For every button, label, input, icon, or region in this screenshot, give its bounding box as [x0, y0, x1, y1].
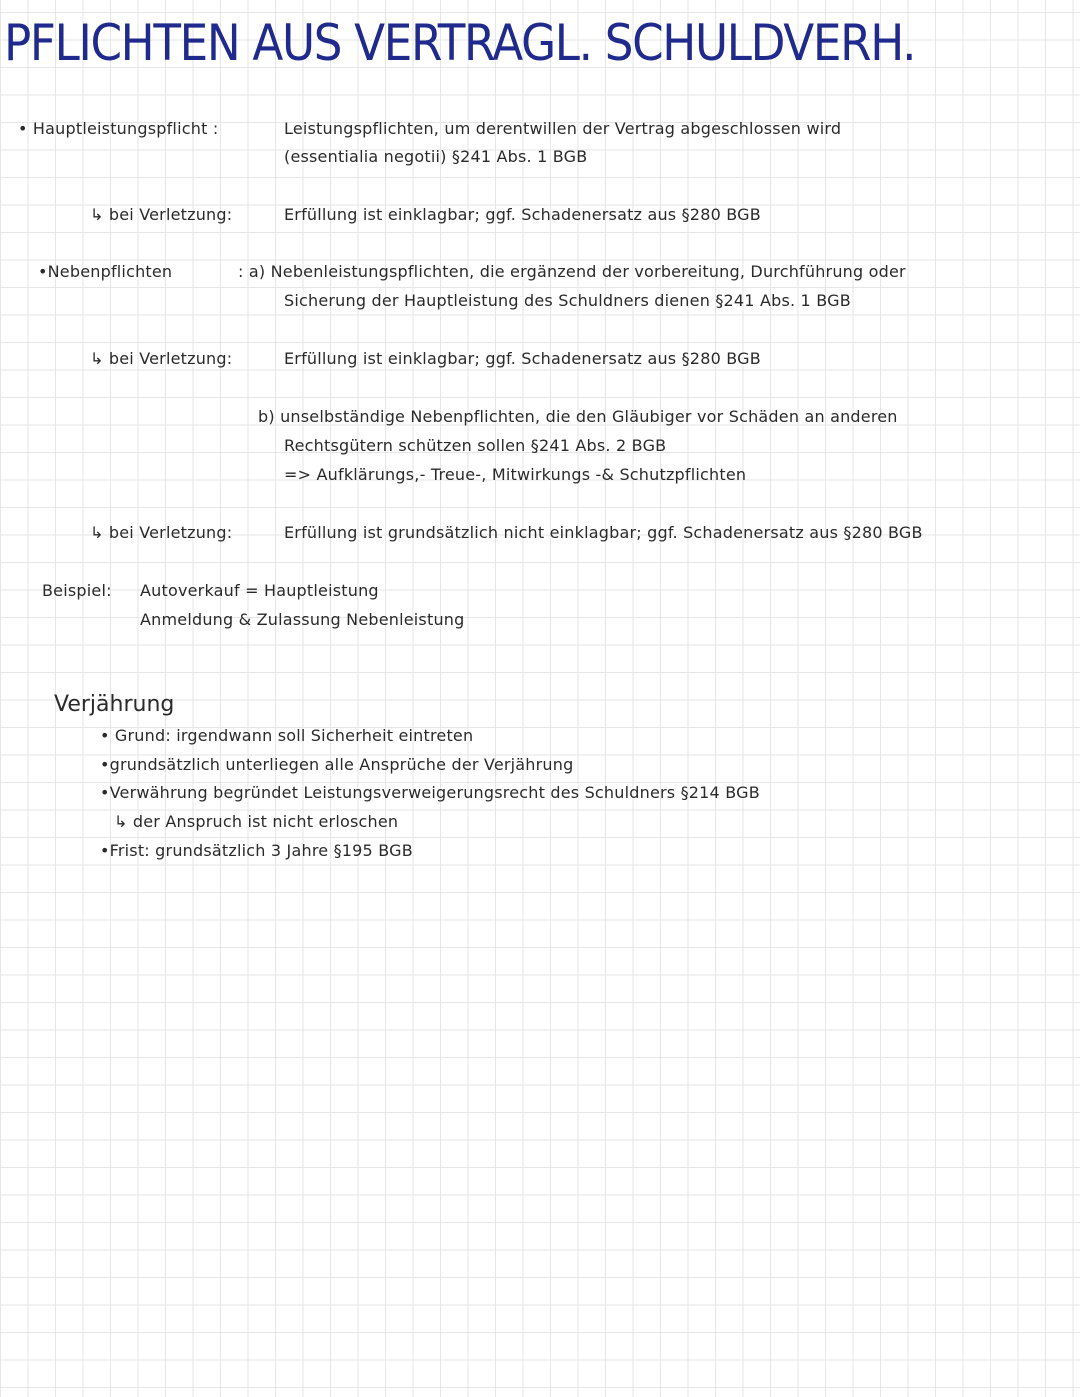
- nebenleistungspflichten-line2: Sicherung der Hauptleistung des Schuldners dienen §241 Abs. 1 BGB: [284, 291, 851, 310]
- hauptleistung-definition-line2: (essentialia negotii) §241 Abs. 1 BGB: [284, 147, 588, 166]
- verjaehrung-item: •grundsätzlich unterliegen alle Ansprüche der Verjährung: [100, 755, 574, 774]
- hauptleistung-label: • Hauptleistungspflicht :: [18, 119, 219, 138]
- verjaehrung-item: ↳ der Anspruch ist nicht erloschen: [114, 812, 399, 831]
- beispiel-line2: Anmeldung & Zulassung Nebenleistung: [140, 610, 465, 629]
- verjaehrung-item: •Frist: grundsätzlich 3 Jahre §195 BGB: [100, 841, 413, 860]
- nebenpflichten-label: •Nebenpflichten: [38, 262, 173, 281]
- unselbstaendige-nebenpflichten-line2: Rechtsgütern schützen sollen §241 Abs. 2 BGB: [284, 436, 667, 455]
- hauptleistung-verletzung-text: Erfüllung ist einklagbar; ggf. Schadenersatz aus §280 BGB: [284, 205, 761, 224]
- hauptleistung-verletzung-label: ↳ bei Verletzung:: [90, 205, 233, 224]
- beispiel-label: Beispiel:: [42, 581, 112, 600]
- unselbstaendige-verletzung-label: ↳ bei Verletzung:: [90, 523, 233, 542]
- hauptleistung-definition-line1: Leistungspflichten, um derentwillen der Vertrag abgeschlossen wird: [284, 119, 842, 138]
- verjaehrung-heading: Verjährung: [54, 692, 175, 717]
- unselbstaendige-nebenpflichten-line1: b) unselbständige Nebenpflichten, die den Gläubiger vor Schäden an anderen: [258, 407, 898, 426]
- nebenleistung-verletzung-text: Erfüllung ist einklagbar; ggf. Schadenersatz aus §280 BGB: [284, 349, 761, 368]
- nebenleistung-verletzung-label: ↳ bei Verletzung:: [90, 349, 233, 368]
- verjaehrung-item: •Verwährung begründet Leistungsverweigerungsrecht des Schuldners §214 BGB: [100, 783, 760, 802]
- unselbstaendige-verletzung-text: Erfüllung ist grundsätzlich nicht einklagbar; ggf. Schadenersatz aus §280 BGB: [284, 523, 923, 542]
- nebenleistungspflichten-line1: : a) Nebenleistungspflichten, die ergänzend der vorbereitung, Durchführung oder: [238, 262, 906, 281]
- verjaehrung-item: • Grund: irgendwann soll Sicherheit eintreten: [100, 726, 474, 745]
- beispiel-line1: Autoverkauf = Hauptleistung: [140, 581, 379, 600]
- page-title: PFLICHTEN AUS VERTRAGL. SCHULDVERH.: [4, 14, 916, 72]
- unselbstaendige-nebenpflichten-line3: => Aufklärungs,- Treue-, Mitwirkungs -& Schutzpflichten: [284, 465, 747, 484]
